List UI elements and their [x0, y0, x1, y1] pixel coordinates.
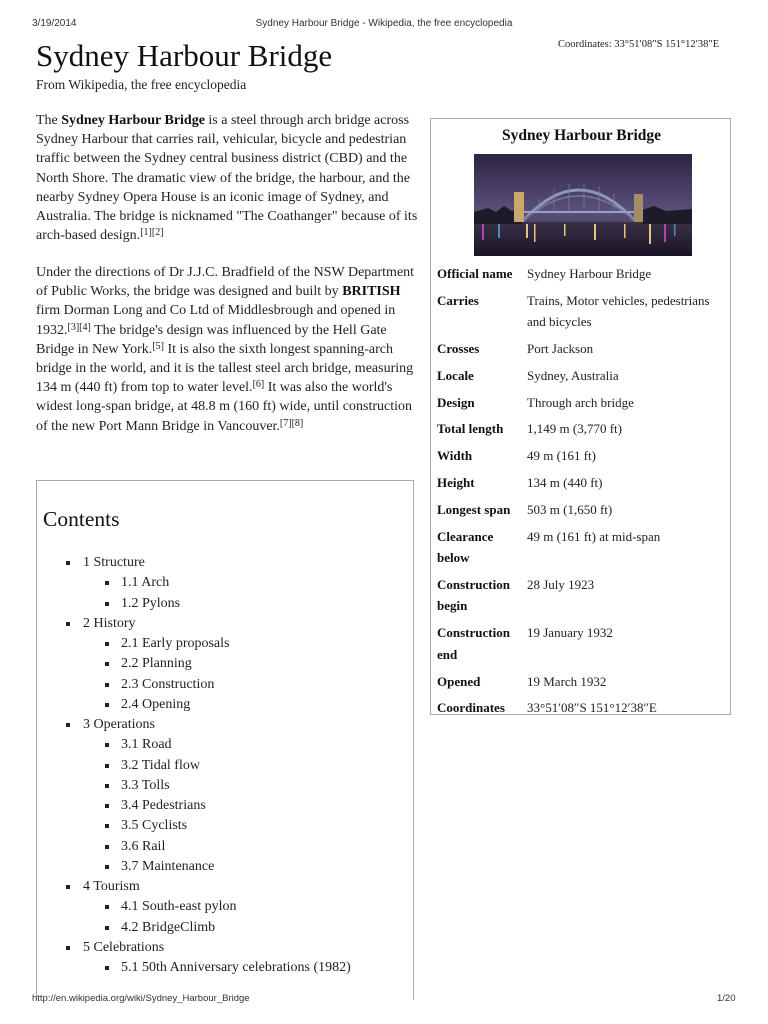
infobox-row: [437, 697, 727, 724]
toc-item[interactable]: [37, 816, 351, 836]
text-run: firm Dorman Long and Co Ltd of Middlesbrough and opened in 1932.: [36, 303, 396, 338]
toc-link[interactable]: 2.1 Early proposals: [121, 636, 230, 651]
infobox-label: Total length: [437, 421, 504, 437]
toc-item[interactable]: [37, 634, 351, 654]
bullet-icon: [105, 642, 109, 646]
bullet-icon: [105, 764, 109, 768]
infobox: [430, 118, 731, 715]
infobox-row: [437, 392, 727, 419]
bullet-icon: [66, 885, 70, 889]
citation-link[interactable]: [5]: [152, 340, 164, 352]
print-url: http://en.wikipedia.org/wiki/Sydney_Harbour_Bridge: [32, 993, 250, 1004]
table-of-contents: [36, 480, 414, 1000]
bullet-icon: [66, 946, 70, 950]
toc-item[interactable]: [37, 553, 351, 573]
toc-item[interactable]: [37, 857, 351, 877]
toc-link[interactable]: 4 Tourism: [83, 879, 140, 894]
infobox-value: 33°51′08″S 151°12′38″E: [527, 700, 657, 716]
bullet-icon: [105, 784, 109, 788]
bullet-icon: [105, 804, 109, 808]
toc-item[interactable]: [37, 614, 351, 634]
toc-link[interactable]: 3 Operations: [83, 717, 155, 732]
toc-link[interactable]: 2.3 Construction: [121, 676, 215, 692]
print-page-title: Sydney Harbour Bridge - Wikipedia, the free encyclopedia: [255, 18, 513, 29]
toc-link[interactable]: 3.2 Tidal flow: [121, 757, 200, 773]
infobox-value: Sydney, Australia: [527, 367, 619, 383]
bold-term: BRITISH: [342, 284, 401, 300]
infobox-label: Coordinates: [437, 700, 505, 716]
bullet-icon: [105, 743, 109, 747]
bullet-icon: [105, 966, 109, 970]
toc-link[interactable]: 4.1 South-east pylon: [121, 899, 237, 915]
toc-link[interactable]: 5.1 50th Anniversary celebrations (1982): [121, 960, 351, 975]
toc-item[interactable]: [37, 715, 351, 735]
infobox-row: [437, 445, 727, 472]
text-run: It was also the world's widest long-span bridge, at 48.8 m (160 ft) wide, until construction of the new Port Mann Bridge in Vancouver.: [36, 380, 412, 434]
infobox-label: Construction begin: [437, 576, 510, 614]
toc-link[interactable]: 5 Celebrations: [83, 939, 165, 955]
toc-item[interactable]: [37, 675, 351, 695]
infobox-label: Official name: [437, 266, 513, 281]
citation-link[interactable]: [7]: [279, 417, 292, 429]
page-title: Sydney Harbour Bridge: [36, 38, 333, 73]
bullet-icon: [105, 865, 109, 869]
bullet-icon: [66, 622, 70, 626]
text-run: The: [36, 113, 62, 128]
citation-link[interactable]: [8]: [291, 417, 304, 429]
infobox-label: Longest span: [437, 501, 511, 517]
infobox-value: 19 January 1932: [527, 625, 613, 641]
infobox-row: [437, 290, 727, 338]
toc-link[interactable]: 1 Structure: [83, 555, 145, 570]
text-run: Under the directions of Dr J.J.C. Bradfield of the NSW Department of Public Works, the bridge was designed and built by: [36, 265, 415, 300]
toc-item[interactable]: [37, 654, 351, 674]
citation-link[interactable]: [2]: [151, 227, 164, 239]
toc-item[interactable]: [37, 573, 351, 593]
infobox-value: 1,149 m (3,770 ft): [527, 421, 622, 437]
infobox-value: Through arch bridge: [527, 394, 634, 410]
toc-item[interactable]: [37, 695, 351, 715]
text-run: The bridge's design was influenced by the Hell Gate Bridge in New York.: [36, 322, 387, 357]
toc-item[interactable]: [37, 837, 351, 857]
toc-item[interactable]: [37, 938, 351, 958]
infobox-label: Locale: [437, 367, 474, 383]
print-date: 3/19/2014: [32, 18, 77, 29]
text-run: is a steel through arch bridge across Sydney Harbour that carries rail, vehicular, bicycle and pedestrian traffic between the Sydney central business district (CBD) and the North Shore. The dramatic view of the bridge, the harbour, and the nearby Sydney Opera House is an iconic image of Sydney, and Australia. The bridge is nicknamed "The Coathanger" because of its arch-based design.: [36, 113, 418, 244]
toc-item[interactable]: [37, 897, 351, 917]
infobox-row: [437, 574, 727, 622]
lead-paragraph-2: [36, 263, 421, 436]
infobox-caption: Sydney Harbour Bridge: [501, 127, 662, 144]
infobox-row: [437, 526, 727, 574]
toc-link[interactable]: 3.1 Road: [121, 737, 172, 753]
toc-item[interactable]: [37, 756, 351, 776]
toc-title: Contents: [43, 507, 120, 531]
toc-item[interactable]: [37, 918, 351, 938]
bullet-icon: [105, 683, 109, 687]
lead-paragraph-1: [36, 111, 421, 245]
bullet-icon: [105, 581, 109, 585]
infobox-row: [437, 472, 727, 499]
infobox-value: 49 m (161 ft): [527, 448, 596, 464]
infobox-label: Height: [437, 475, 475, 491]
infobox-value: 503 m (1,650 ft): [527, 501, 613, 517]
toc-link[interactable]: 2.2 Planning: [121, 656, 192, 672]
bold-term: Sydney Harbour Bridge: [61, 113, 205, 128]
toc-link[interactable]: 1.2 Pylons: [121, 595, 181, 611]
infobox-value: Trains, Motor vehicles, pedestrians and bicycles: [527, 292, 710, 330]
toc-item[interactable]: [37, 776, 351, 796]
infobox-label: Crosses: [437, 341, 480, 357]
toc-item[interactable]: [37, 877, 351, 897]
bullet-icon: [105, 602, 109, 606]
toc-link[interactable]: 2 History: [83, 615, 136, 631]
tagline: From Wikipedia, the free encyclopedia: [36, 77, 247, 92]
infobox-label: Clearance below: [437, 528, 494, 566]
text-run: It is also the sixth longest spanning-arch bridge in the world, and it is the tallest steel arch bridge, measuring 134 m (440 ft) from top to water level.: [36, 341, 414, 396]
infobox-row: [437, 418, 727, 445]
infobox-value: Sydney Harbour Bridge: [527, 266, 652, 281]
infobox-row: [437, 671, 727, 698]
toc-link[interactable]: 2.4 Opening: [121, 696, 191, 712]
citation-link[interactable]: [6]: [252, 379, 265, 391]
infobox-value: 49 m (161 ft) at mid-span: [527, 528, 661, 544]
infobox-row: [437, 365, 727, 392]
citation-link[interactable]: [3]: [67, 321, 80, 333]
coordinates-link[interactable]: Coordinates: 33°51′08″S 151°12′38″E: [558, 39, 720, 50]
bullet-icon: [105, 662, 109, 666]
infobox-value: 19 March 1932: [527, 673, 607, 689]
toc-link[interactable]: 3.4 Pedestrians: [121, 798, 206, 813]
infobox-label: Opened: [437, 673, 481, 689]
toc-link[interactable]: 1.1 Arch: [121, 575, 170, 591]
toc-item[interactable]: [37, 796, 351, 816]
bullet-icon: [66, 723, 70, 727]
print-page-number: 1/20: [717, 993, 736, 1004]
infobox-table: [437, 263, 727, 724]
infobox-row: [437, 499, 727, 526]
infobox-label: Carries: [437, 292, 479, 308]
toc-link[interactable]: 3.6 Rail: [121, 838, 166, 854]
toc-item[interactable]: [37, 958, 351, 978]
infobox-label: Design: [437, 394, 475, 410]
toc-link[interactable]: 3.7 Maintenance: [121, 858, 215, 874]
infobox-value: Port Jackson: [527, 341, 594, 357]
toc-list: [37, 553, 351, 978]
toc-item[interactable]: [37, 594, 351, 614]
citation-link[interactable]: [4]: [79, 321, 91, 333]
bullet-icon: [105, 824, 109, 828]
toc-link[interactable]: 3.5 Cyclists: [121, 818, 188, 834]
infobox-value: 28 July 1923: [527, 576, 595, 592]
bullet-icon: [66, 561, 70, 565]
citation-link[interactable]: [1]: [140, 227, 152, 239]
infobox-label: Construction end: [437, 625, 510, 662]
bullet-icon: [105, 845, 109, 849]
infobox-label: Width: [437, 448, 473, 464]
toc-link[interactable]: 4.2 BridgeClimb: [121, 919, 216, 935]
toc-link[interactable]: 3.3 Tolls: [121, 777, 170, 793]
infobox-row: [437, 622, 727, 670]
bullet-icon: [105, 926, 109, 930]
infobox-row: [437, 338, 727, 365]
infobox-value: 134 m (440 ft): [527, 475, 603, 491]
bridge-photo[interactable]: [474, 154, 692, 256]
infobox-row: [437, 263, 727, 290]
bullet-icon: [105, 703, 109, 707]
bullet-icon: [105, 905, 109, 909]
toc-item[interactable]: [37, 735, 351, 755]
